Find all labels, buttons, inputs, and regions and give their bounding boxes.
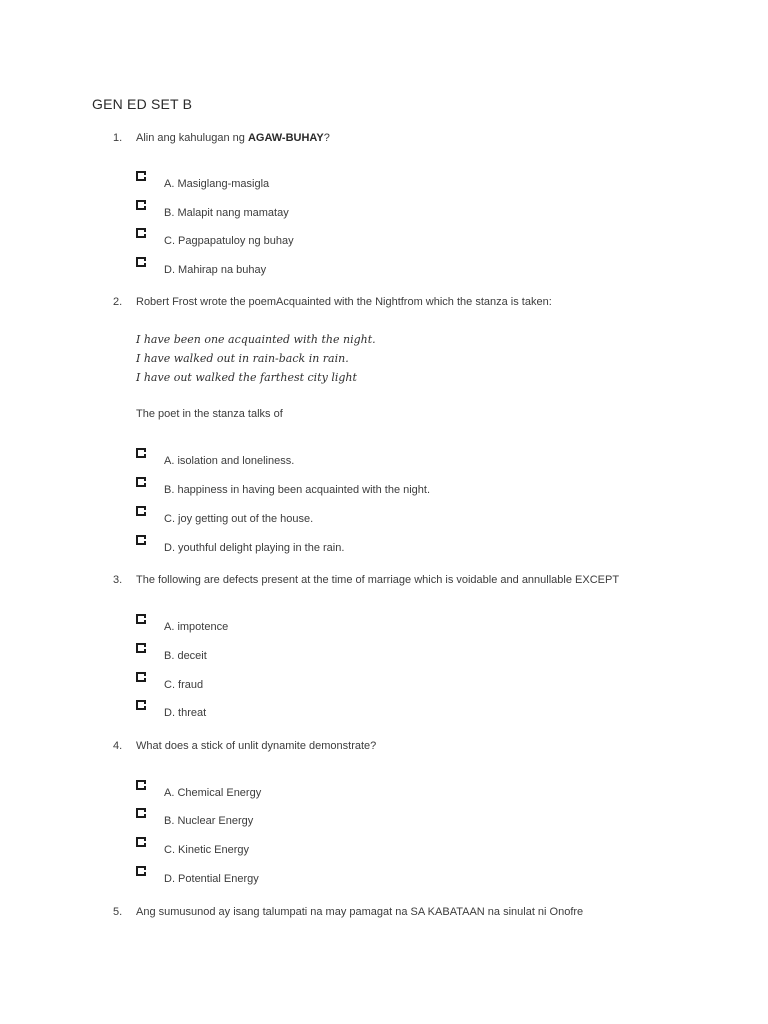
q4-option-c[interactable] — [136, 837, 616, 857]
checkbox-icon[interactable] — [136, 257, 146, 267]
q2-option-a[interactable] — [136, 448, 616, 468]
question-4-number: 4. — [113, 740, 123, 752]
checkbox-icon[interactable] — [136, 448, 146, 458]
checkbox-icon[interactable] — [136, 228, 146, 238]
checkbox-icon[interactable] — [136, 837, 146, 847]
question-1-text-end: ? — [323, 132, 330, 144]
q1-option-b-label: B. Malapit nang mamatay — [164, 207, 289, 219]
page-title: GEN ED SET B — [92, 96, 193, 112]
checkbox-icon[interactable] — [136, 535, 146, 545]
checkbox-icon[interactable] — [136, 614, 146, 624]
q3-option-b[interactable] — [136, 643, 616, 663]
question-2-prompt: The poet in the stanza talks of — [136, 408, 283, 420]
q4-option-b-label: B. Nuclear Energy — [164, 815, 254, 827]
q1-option-a[interactable] — [136, 171, 616, 191]
question-5-number: 5. — [113, 906, 123, 918]
checkbox-icon[interactable] — [136, 171, 146, 181]
question-1-text-start: Alin ang kahulugan ng — [136, 132, 248, 144]
q3-option-a[interactable] — [136, 614, 616, 634]
question-4-text: What does a stick of unlit dynamite demonstrate? — [136, 740, 377, 752]
checkbox-icon[interactable] — [136, 780, 146, 790]
q2-option-c[interactable] — [136, 506, 616, 526]
question-2-number: 2. — [113, 296, 123, 308]
q2-option-a-label: A. isolation and loneliness. — [164, 455, 295, 467]
q3-option-b-label: B. deceit — [164, 650, 207, 662]
q3-option-d[interactable] — [136, 700, 616, 720]
checkbox-icon[interactable] — [136, 866, 146, 876]
q4-option-c-label: C. Kinetic Energy — [164, 844, 249, 856]
q2-option-c-label: C. joy getting out of the house. — [164, 513, 314, 525]
q2-option-d-label: D. youthful delight playing in the rain. — [164, 542, 345, 554]
q1-option-a-label: A. Masiglang-masigla — [164, 178, 270, 190]
checkbox-icon[interactable] — [136, 506, 146, 516]
q1-option-d-label: D. Mahirap na buhay — [164, 264, 267, 276]
q2-option-b-label: B. happiness in having been acquainted with the night. — [164, 484, 431, 496]
checkbox-icon[interactable] — [136, 672, 146, 682]
checkbox-icon[interactable] — [136, 808, 146, 818]
checkbox-icon[interactable] — [136, 477, 146, 487]
question-1-number: 1. — [113, 132, 123, 144]
q2-option-d[interactable] — [136, 535, 616, 555]
question-1-text — [136, 132, 330, 144]
question-3-text: The following are defects present at the time of marriage which is voidable and annullable EXCEPT — [136, 574, 620, 586]
q2-option-b[interactable] — [136, 477, 616, 497]
q4-option-b[interactable] — [136, 808, 616, 828]
q1-option-c-label: C. Pagpapatuloy ng buhay — [164, 235, 294, 247]
poem-line-3: I have out walked the farthest city light — [136, 371, 357, 384]
q3-option-d-label: D. threat — [164, 707, 207, 719]
q4-option-a-label: A. Chemical Energy — [164, 787, 262, 799]
q3-option-c-label: C. fraud — [164, 679, 204, 691]
q4-option-d-label: D. Potential Energy — [164, 873, 259, 885]
q4-option-a[interactable] — [136, 780, 616, 800]
checkbox-icon[interactable] — [136, 643, 146, 653]
q1-option-b[interactable] — [136, 200, 616, 220]
checkbox-icon[interactable] — [136, 200, 146, 210]
question-2-text: Robert Frost wrote the poemAcquainted with the Nightfrom which the stanza is taken: — [136, 296, 552, 308]
q3-option-a-label: A. impotence — [164, 621, 229, 633]
poem-line-2: I have walked out in rain-back in rain. — [136, 352, 349, 365]
question-5-text: Ang sumusunod ay isang talumpati na may pamagat na SA KABATAAN na sinulat ni Onofre — [136, 906, 584, 918]
question-1-keyword: AGAW-BUHAY — [247, 132, 324, 144]
poem-line-1: I have been one acquainted with the night. — [136, 333, 376, 346]
question-3-number: 3. — [113, 574, 123, 586]
checkbox-icon[interactable] — [136, 700, 146, 710]
q1-option-c[interactable] — [136, 228, 616, 248]
q3-option-c[interactable] — [136, 672, 616, 692]
q1-option-d[interactable] — [136, 257, 616, 277]
q4-option-d[interactable] — [136, 866, 616, 886]
